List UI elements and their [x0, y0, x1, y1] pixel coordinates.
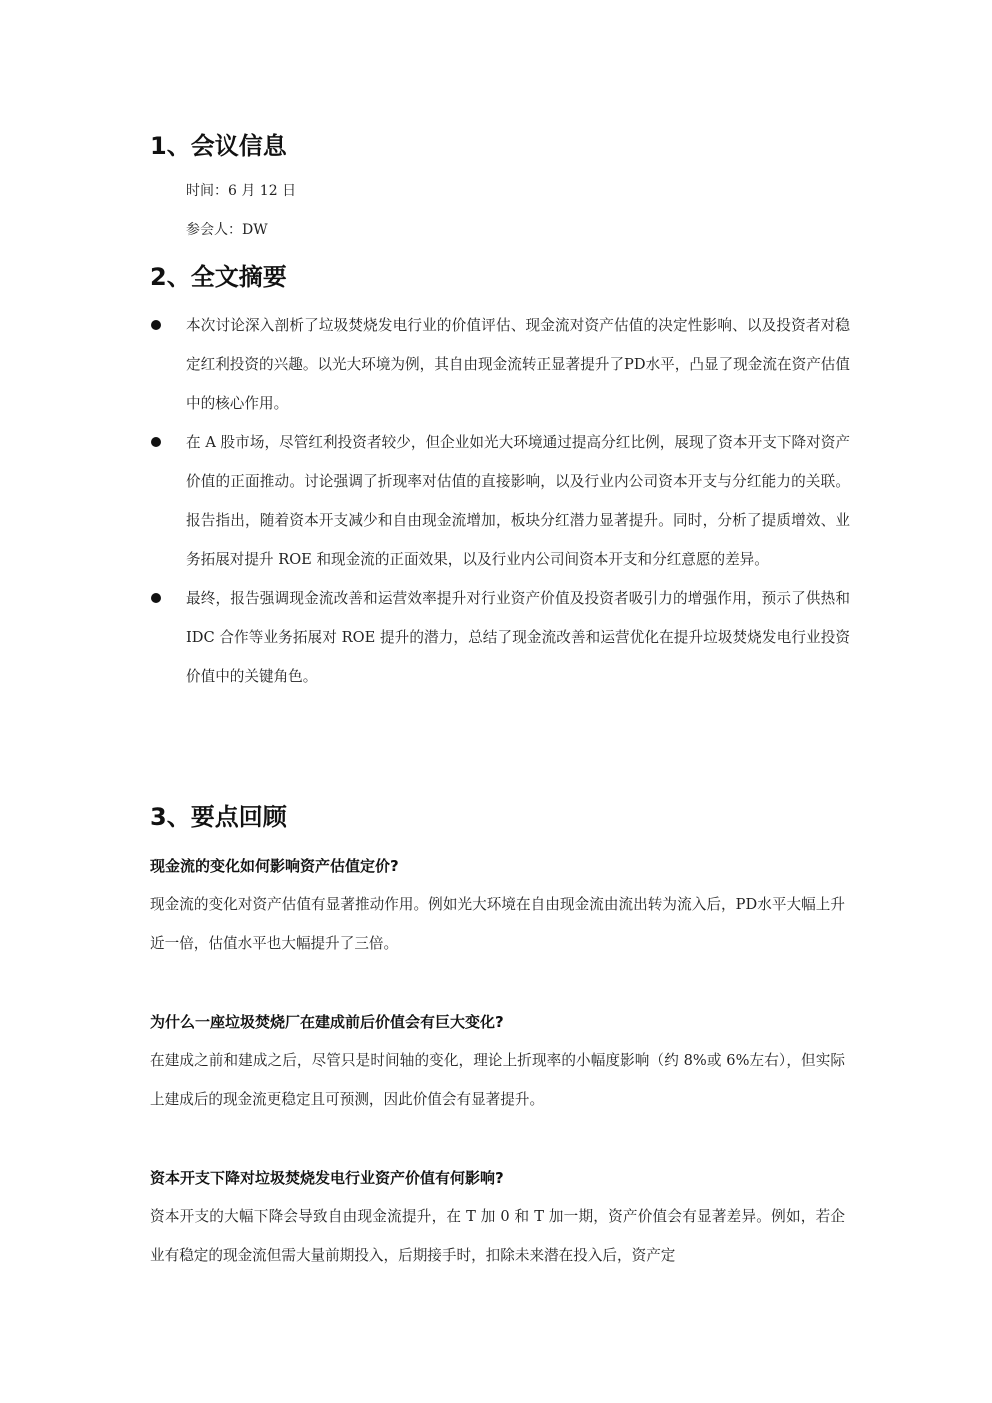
summary-bullet-text: 在 A 股市场，尽管红利投资者较少，但企业如光大环境通过提高分红比例，展现了资本开支下降对资产价值的正面推动。讨论强调了折现率对估值的直接影响，以及行业内公司资本开支与分红能力的关联。报告指出，随着资本开支减少和自由现金流增加，板块分红潜力显著提升。同时，分析了提质增效、业务拓展对提升 ROE 和现金流的正面效果，以及行业内公司间资本开支和分红意愿的差异。: [186, 434, 850, 568]
key-point-item: [150, 1011, 845, 1119]
summary-bullet-list: [150, 306, 850, 696]
key-point-item: [150, 855, 845, 963]
key-point-question: 资本开支下降对垃圾焚烧发电行业资产价值有何影响?: [150, 1169, 504, 1187]
key-point-answer: 在建成之前和建成之后，尽管只是时间轴的变化，理论上折现率的小幅度影响（约 8%或 6%左右），但实际上建成后的现金流更稳定且可预测，因此价值会有显著提升。: [150, 1052, 845, 1108]
bullet-dot-icon: [151, 437, 161, 447]
key-point-question: 为什么一座垃圾焚烧厂在建成前后价值会有巨大变化?: [150, 1013, 504, 1031]
key-point-answer: 现金流的变化对资产估值有显著推动作用。例如光大环境在自由现金流由流出转为流入后，PD水平大幅上升近一倍，估值水平也大幅提升了三倍。: [150, 896, 845, 952]
meeting-time: 时间：6 月 12 日: [186, 183, 297, 199]
key-point-item: [150, 1167, 845, 1275]
bullet-dot-icon: [151, 320, 161, 330]
summary-bullet-item: [150, 306, 850, 423]
summary-bullet-item: [150, 423, 850, 579]
key-point-question: 现金流的变化如何影响资产估值定价?: [150, 857, 399, 875]
key-points-heading: 3、要点回顾: [150, 803, 287, 831]
key-point-answer: 资本开支的大幅下降会导致自由现金流提升，在 T 加 0 和 T 加一期，资产价值会有显著差异。例如，若企业有稳定的现金流但需大量前期投入，后期接手时，扣除未来潜在投入后，资产定: [150, 1208, 845, 1264]
summary-heading: 2、全文摘要: [150, 263, 287, 291]
summary-bullet-text: 本次讨论深入剖析了垃圾焚烧发电行业的价值评估、现金流对资产估值的决定性影响、以及投资者对稳定红利投资的兴趣。以光大环境为例，其自由现金流转正显著提升了PD水平，凸显了现金流在资产估值中的核心作用。: [186, 317, 850, 412]
meeting-info-heading: 1、会议信息: [150, 132, 287, 160]
bullet-dot-icon: [151, 593, 161, 603]
meeting-participants: 参会人：DW: [186, 222, 268, 238]
summary-bullet-text: 最终，报告强调现金流改善和运营效率提升对行业资产价值及投资者吸引力的增强作用，预示了供热和 IDC 合作等业务拓展对 ROE 提升的潜力，总结了现金流改善和运营优化在提升垃圾焚烧发电行业投资价值中的关键角色。: [186, 590, 850, 685]
summary-bullet-item: [150, 579, 850, 696]
